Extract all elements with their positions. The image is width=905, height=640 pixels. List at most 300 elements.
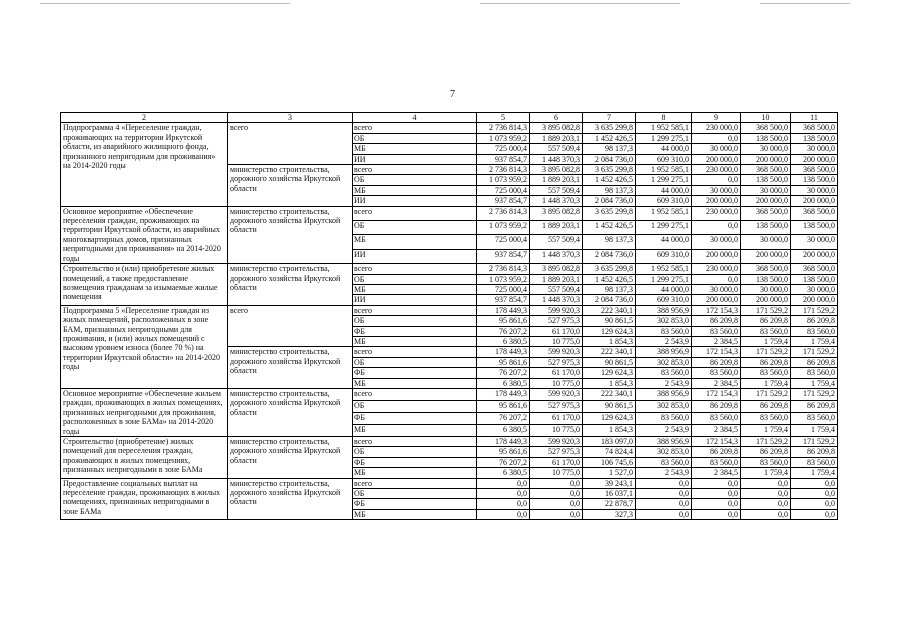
amount-cell: 0,0	[477, 499, 530, 509]
amount-cell: 599 920,3	[530, 388, 583, 400]
executor-cell: министерство строительства, дорожного хозяйства Иркутской области	[228, 388, 353, 436]
amount-cell: 1 073 959,2	[477, 133, 530, 143]
amount-cell: 1 854,3	[583, 378, 636, 388]
amount-cell: 1 299 275,1	[636, 221, 692, 235]
amount-cell: 200 000,0	[741, 154, 791, 164]
amount-cell: 86 209,8	[791, 400, 838, 412]
funding-source-cell: ФБ	[353, 326, 477, 336]
executor-cell: всего	[228, 123, 353, 165]
amount-cell: 1 759,4	[741, 424, 791, 436]
program-name-cell: Строительство и (или) приобретение жилых помещений, а также предоставление возмещения гражданам за изымаемые жилые помещения	[61, 264, 228, 306]
amount-cell: 1 854,3	[583, 424, 636, 436]
budget-table	[60, 112, 838, 520]
amount-cell: 599 920,3	[530, 437, 583, 447]
funding-source-cell: МБ	[353, 235, 477, 249]
funding-source-cell: всего	[353, 388, 477, 400]
amount-cell: 599 920,3	[530, 305, 583, 315]
amount-cell: 200 000,0	[791, 249, 838, 263]
funding-source-cell: ОБ	[353, 221, 477, 235]
amount-cell: 2 543,9	[636, 336, 692, 346]
amount-cell: 171 529,2	[741, 437, 791, 447]
amount-cell: 44 000,0	[636, 235, 692, 249]
amount-cell: 86 209,8	[791, 357, 838, 367]
funding-source-cell: ОБ	[353, 400, 477, 412]
amount-cell: 30 000,0	[692, 144, 741, 154]
table-row	[61, 388, 838, 400]
amount-cell: 3 635 299,8	[583, 165, 636, 175]
amount-cell: 1 452 426,5	[583, 274, 636, 284]
amount-cell: 86 209,8	[692, 447, 741, 457]
amount-cell: 1 452 426,5	[583, 175, 636, 185]
amount-cell: 3 635 299,8	[583, 123, 636, 133]
amount-cell: 0,0	[791, 489, 838, 499]
amount-cell: 1 073 959,2	[477, 274, 530, 284]
amount-cell: 1 759,4	[741, 336, 791, 346]
amount-cell: 2 084 736,0	[583, 295, 636, 305]
amount-cell: 368 500,0	[741, 123, 791, 133]
amount-cell: 1 759,4	[791, 336, 838, 346]
amount-cell: 0,0	[636, 499, 692, 509]
funding-source-cell: МБ	[353, 468, 477, 478]
funding-source-cell: ОБ	[353, 357, 477, 367]
amount-cell: 1 952 585,1	[636, 165, 692, 175]
amount-cell: 30 000,0	[741, 144, 791, 154]
amount-cell: 527 975,3	[530, 447, 583, 457]
amount-cell: 302 853,0	[636, 400, 692, 412]
amount-cell: 30 000,0	[791, 284, 838, 294]
executor-cell: министерство строительства, дорожного хозяйства Иркутской области	[228, 264, 353, 306]
program-name-cell: Основное мероприятие «Обеспечение переселения граждан, проживающих на территории Иркутской области, из аварийных многоквартирных домов, признанных непригодными для проживания» на 2014-2020 годы	[61, 206, 228, 263]
funding-source-cell: ИИ	[353, 196, 477, 206]
amount-cell: 83 560,0	[636, 326, 692, 336]
amount-cell: 6 380,5	[477, 424, 530, 436]
program-name-cell: Строительство (приобретение) жилых помещений для переселения граждан, проживающих в жилых помещениях, признанных непригодными в зоне БАМа	[61, 437, 228, 479]
funding-source-cell: всего	[353, 165, 477, 175]
funding-source-cell: ФБ	[353, 499, 477, 509]
amount-cell: 725 000,4	[477, 144, 530, 154]
executor-cell: министерство строительства, дорожного хозяйства Иркутской области	[228, 437, 353, 479]
amount-cell: 1 299 275,1	[636, 133, 692, 143]
amount-cell: 1 952 585,1	[636, 123, 692, 133]
amount-cell: 557 509,4	[530, 284, 583, 294]
amount-cell: 2 084 736,0	[583, 154, 636, 164]
amount-cell: 0,0	[636, 489, 692, 499]
amount-cell: 200 000,0	[741, 249, 791, 263]
amount-cell: 302 853,0	[636, 316, 692, 326]
program-name-cell: Подпрограмма 5 «Переселение граждан из жилых помещений, расположенных в зоне БАМ, признанных непригодными для проживания, и (или) жилых помещений с высоким уровнем износа (более 70 %) на территории Иркутской области» на 2014-2020 годы	[61, 305, 228, 388]
amount-cell: 138 500,0	[791, 175, 838, 185]
amount-cell: 230 000,0	[692, 264, 741, 274]
executor-cell: министерство строительства, дорожного хозяйства Иркутской области	[228, 478, 353, 520]
column-number-row	[61, 113, 838, 123]
amount-cell: 368 500,0	[741, 165, 791, 175]
amount-cell: 86 209,8	[692, 316, 741, 326]
amount-cell: 368 500,0	[791, 165, 838, 175]
amount-cell: 61 170,0	[530, 412, 583, 424]
amount-cell: 0,0	[741, 489, 791, 499]
amount-cell: 83 560,0	[636, 457, 692, 467]
amount-cell: 609 310,0	[636, 249, 692, 263]
amount-cell: 10 775,0	[530, 336, 583, 346]
amount-cell: 388 956,9	[636, 388, 692, 400]
funding-source-cell: ОБ	[353, 489, 477, 499]
table-row	[61, 206, 838, 220]
amount-cell: 1 759,4	[741, 468, 791, 478]
column-number: 10	[741, 113, 791, 123]
amount-cell: 22 878,7	[583, 499, 636, 509]
amount-cell: 98 137,3	[583, 185, 636, 195]
amount-cell: 0,0	[692, 499, 741, 509]
amount-cell: 6 380,5	[477, 336, 530, 346]
amount-cell: 171 529,2	[741, 347, 791, 357]
amount-cell: 83 560,0	[791, 326, 838, 336]
amount-cell: 138 500,0	[741, 274, 791, 284]
amount-cell: 183 097,0	[583, 437, 636, 447]
amount-cell: 0,0	[477, 509, 530, 519]
amount-cell: 609 310,0	[636, 295, 692, 305]
column-number: 6	[530, 113, 583, 123]
column-number: 4	[353, 113, 477, 123]
amount-cell: 2 543,9	[636, 378, 692, 388]
amount-cell: 200 000,0	[791, 154, 838, 164]
amount-cell: 129 624,3	[583, 412, 636, 424]
amount-cell: 200 000,0	[741, 196, 791, 206]
amount-cell: 0,0	[692, 274, 741, 284]
amount-cell: 138 500,0	[791, 274, 838, 284]
funding-source-cell: всего	[353, 478, 477, 488]
table-row	[61, 437, 838, 447]
amount-cell: 1 889 203,1	[530, 274, 583, 284]
amount-cell: 368 500,0	[741, 206, 791, 220]
amount-cell: 178 449,3	[477, 388, 530, 400]
amount-cell: 172 154,3	[692, 388, 741, 400]
amount-cell: 1 952 585,1	[636, 206, 692, 220]
amount-cell: 172 154,3	[692, 347, 741, 357]
funding-source-cell: ФБ	[353, 368, 477, 378]
amount-cell: 527 975,3	[530, 357, 583, 367]
amount-cell: 2 384,5	[692, 424, 741, 436]
amount-cell: 937 854,7	[477, 196, 530, 206]
column-number: 8	[636, 113, 692, 123]
amount-cell: 725 000,4	[477, 284, 530, 294]
amount-cell: 10 775,0	[530, 378, 583, 388]
amount-cell: 200 000,0	[692, 249, 741, 263]
amount-cell: 222 340,1	[583, 388, 636, 400]
amount-cell: 86 209,8	[791, 447, 838, 457]
amount-cell: 0,0	[791, 499, 838, 509]
amount-cell: 2 384,5	[692, 378, 741, 388]
amount-cell: 557 509,4	[530, 235, 583, 249]
amount-cell: 2 084 736,0	[583, 196, 636, 206]
amount-cell: 86 209,8	[741, 400, 791, 412]
amount-cell: 83 560,0	[692, 412, 741, 424]
amount-cell: 609 310,0	[636, 196, 692, 206]
amount-cell: 725 000,4	[477, 185, 530, 195]
amount-cell: 30 000,0	[692, 284, 741, 294]
amount-cell: 2 084 736,0	[583, 249, 636, 263]
amount-cell: 83 560,0	[692, 368, 741, 378]
amount-cell: 0,0	[692, 509, 741, 519]
amount-cell: 30 000,0	[692, 235, 741, 249]
amount-cell: 172 154,3	[692, 305, 741, 315]
funding-source-cell: всего	[353, 347, 477, 357]
amount-cell: 83 560,0	[741, 326, 791, 336]
funding-source-cell: ОБ	[353, 175, 477, 185]
scan-edge-line	[760, 3, 850, 4]
amount-cell: 327,3	[583, 509, 636, 519]
amount-cell: 0,0	[692, 489, 741, 499]
amount-cell: 3 635 299,8	[583, 206, 636, 220]
funding-source-cell: ОБ	[353, 316, 477, 326]
amount-cell: 1 448 370,3	[530, 154, 583, 164]
amount-cell: 95 861,6	[477, 316, 530, 326]
amount-cell: 138 500,0	[791, 221, 838, 235]
amount-cell: 3 895 082,8	[530, 264, 583, 274]
amount-cell: 3 895 082,8	[530, 123, 583, 133]
amount-cell: 937 854,7	[477, 154, 530, 164]
amount-cell: 1 527,0	[583, 468, 636, 478]
amount-cell: 10 775,0	[530, 424, 583, 436]
amount-cell: 937 854,7	[477, 249, 530, 263]
amount-cell: 0,0	[791, 478, 838, 488]
amount-cell: 1 299 275,1	[636, 175, 692, 185]
amount-cell: 200 000,0	[741, 295, 791, 305]
amount-cell: 1 759,4	[741, 378, 791, 388]
amount-cell: 95 861,6	[477, 357, 530, 367]
funding-source-cell: МБ	[353, 336, 477, 346]
amount-cell: 368 500,0	[791, 206, 838, 220]
amount-cell: 83 560,0	[791, 368, 838, 378]
funding-source-cell: ОБ	[353, 133, 477, 143]
amount-cell: 1 759,4	[791, 378, 838, 388]
amount-cell: 222 340,1	[583, 305, 636, 315]
amount-cell: 1 452 426,5	[583, 221, 636, 235]
funding-source-cell: ИИ	[353, 295, 477, 305]
amount-cell: 1 759,4	[791, 468, 838, 478]
amount-cell: 129 624,3	[583, 368, 636, 378]
amount-cell: 1 952 585,1	[636, 264, 692, 274]
amount-cell: 1 448 370,3	[530, 249, 583, 263]
amount-cell: 98 137,3	[583, 144, 636, 154]
funding-source-cell: ИИ	[353, 249, 477, 263]
scan-edge-line	[40, 3, 290, 4]
amount-cell: 2 384,5	[692, 468, 741, 478]
amount-cell: 61 170,0	[530, 457, 583, 467]
table-row	[61, 305, 838, 315]
funding-source-cell: МБ	[353, 185, 477, 195]
amount-cell: 76 207,2	[477, 368, 530, 378]
amount-cell: 83 560,0	[791, 412, 838, 424]
amount-cell: 76 207,2	[477, 412, 530, 424]
amount-cell: 86 209,8	[741, 447, 791, 457]
amount-cell: 3 895 082,8	[530, 206, 583, 220]
table-row	[61, 123, 838, 133]
amount-cell: 302 853,0	[636, 447, 692, 457]
executor-cell: министерство строительства, дорожного хозяйства Иркутской области	[228, 206, 353, 263]
amount-cell: 39 243,1	[583, 478, 636, 488]
amount-cell: 200 000,0	[791, 196, 838, 206]
amount-cell: 1 759,4	[791, 424, 838, 436]
amount-cell: 30 000,0	[741, 185, 791, 195]
amount-cell: 171 529,2	[791, 347, 838, 357]
amount-cell: 86 209,8	[791, 316, 838, 326]
funding-source-cell: МБ	[353, 144, 477, 154]
amount-cell: 2 384,5	[692, 336, 741, 346]
amount-cell: 1 448 370,3	[530, 196, 583, 206]
page-number: 7	[450, 89, 455, 100]
amount-cell: 0,0	[636, 509, 692, 519]
amount-cell: 171 529,2	[741, 305, 791, 315]
amount-cell: 86 209,8	[692, 400, 741, 412]
amount-cell: 30 000,0	[791, 235, 838, 249]
amount-cell: 178 449,3	[477, 437, 530, 447]
amount-cell: 86 209,8	[692, 357, 741, 367]
amount-cell: 2 736 814,3	[477, 264, 530, 274]
amount-cell: 0,0	[791, 509, 838, 519]
amount-cell: 0,0	[692, 478, 741, 488]
amount-cell: 16 037,1	[583, 489, 636, 499]
amount-cell: 83 560,0	[692, 457, 741, 467]
amount-cell: 86 209,8	[741, 357, 791, 367]
funding-source-cell: всего	[353, 264, 477, 274]
amount-cell: 2 736 814,3	[477, 165, 530, 175]
amount-cell: 368 500,0	[741, 264, 791, 274]
amount-cell: 0,0	[741, 509, 791, 519]
amount-cell: 527 975,3	[530, 400, 583, 412]
amount-cell: 388 956,9	[636, 305, 692, 315]
funding-source-cell: МБ	[353, 284, 477, 294]
column-number: 9	[692, 113, 741, 123]
amount-cell: 44 000,0	[636, 144, 692, 154]
amount-cell: 1 854,3	[583, 336, 636, 346]
executor-cell: министерство строительства, дорожного хозяйства Иркутской области	[228, 347, 353, 389]
amount-cell: 138 500,0	[741, 221, 791, 235]
amount-cell: 95 861,6	[477, 447, 530, 457]
column-number: 11	[791, 113, 838, 123]
funding-source-cell: ОБ	[353, 274, 477, 284]
amount-cell: 1 073 959,2	[477, 221, 530, 235]
funding-source-cell: ОБ	[353, 447, 477, 457]
amount-cell: 2 736 814,3	[477, 206, 530, 220]
funding-source-cell: всего	[353, 123, 477, 133]
amount-cell: 171 529,2	[741, 388, 791, 400]
table-row	[61, 264, 838, 274]
column-number: 3	[228, 113, 353, 123]
amount-cell: 725 000,4	[477, 235, 530, 249]
amount-cell: 1 889 203,1	[530, 175, 583, 185]
amount-cell: 0,0	[530, 478, 583, 488]
amount-cell: 106 745,6	[583, 457, 636, 467]
amount-cell: 10 775,0	[530, 468, 583, 478]
amount-cell: 30 000,0	[692, 185, 741, 195]
amount-cell: 557 509,4	[530, 185, 583, 195]
amount-cell: 937 854,7	[477, 295, 530, 305]
amount-cell: 200 000,0	[791, 295, 838, 305]
amount-cell: 200 000,0	[692, 196, 741, 206]
amount-cell: 609 310,0	[636, 154, 692, 164]
funding-source-cell: всего	[353, 437, 477, 447]
amount-cell: 44 000,0	[636, 284, 692, 294]
amount-cell: 83 560,0	[741, 412, 791, 424]
amount-cell: 230 000,0	[692, 206, 741, 220]
amount-cell: 98 137,3	[583, 284, 636, 294]
amount-cell: 98 137,3	[583, 235, 636, 249]
amount-cell: 1 889 203,1	[530, 133, 583, 143]
amount-cell: 0,0	[477, 478, 530, 488]
amount-cell: 1 073 959,2	[477, 175, 530, 185]
funding-source-cell: всего	[353, 305, 477, 315]
amount-cell: 230 000,0	[692, 165, 741, 175]
program-name-cell: Подпрограмма 4 «Переселение граждан, проживающих на территории Иркутской области, из аварийного жилищного фонда, признанного непригодным для проживания» на 2014-2020 годы	[61, 123, 228, 206]
amount-cell: 129 624,3	[583, 326, 636, 336]
amount-cell: 388 956,9	[636, 347, 692, 357]
amount-cell: 0,0	[692, 221, 741, 235]
amount-cell: 1 448 370,3	[530, 295, 583, 305]
amount-cell: 171 529,2	[791, 437, 838, 447]
amount-cell: 1 889 203,1	[530, 221, 583, 235]
amount-cell: 61 170,0	[530, 368, 583, 378]
scan-edge-line	[480, 3, 680, 4]
amount-cell: 599 920,3	[530, 347, 583, 357]
amount-cell: 95 861,6	[477, 400, 530, 412]
amount-cell: 0,0	[530, 499, 583, 509]
amount-cell: 83 560,0	[636, 368, 692, 378]
amount-cell: 527 975,3	[530, 316, 583, 326]
amount-cell: 171 529,2	[791, 305, 838, 315]
amount-cell: 0,0	[530, 509, 583, 519]
amount-cell: 0,0	[741, 478, 791, 488]
amount-cell: 2 543,9	[636, 468, 692, 478]
amount-cell: 90 861,5	[583, 357, 636, 367]
funding-source-cell: ФБ	[353, 457, 477, 467]
funding-source-cell: МБ	[353, 378, 477, 388]
amount-cell: 0,0	[692, 175, 741, 185]
amount-cell: 30 000,0	[791, 185, 838, 195]
funding-source-cell: МБ	[353, 424, 477, 436]
amount-cell: 83 560,0	[791, 457, 838, 467]
amount-cell: 557 509,4	[530, 144, 583, 154]
amount-cell: 83 560,0	[692, 326, 741, 336]
amount-cell: 6 380,5	[477, 378, 530, 388]
amount-cell: 0,0	[636, 478, 692, 488]
amount-cell: 2 736 814,3	[477, 123, 530, 133]
amount-cell: 222 340,1	[583, 347, 636, 357]
funding-source-cell: ФБ	[353, 412, 477, 424]
amount-cell: 90 861,5	[583, 400, 636, 412]
amount-cell: 388 956,9	[636, 437, 692, 447]
amount-cell: 30 000,0	[741, 284, 791, 294]
amount-cell: 61 170,0	[530, 326, 583, 336]
amount-cell: 368 500,0	[791, 264, 838, 274]
amount-cell: 178 449,3	[477, 347, 530, 357]
funding-source-cell: МБ	[353, 509, 477, 519]
amount-cell: 368 500,0	[791, 123, 838, 133]
program-name-cell: Предоставление социальных выплат на переселение граждан, проживающих в жилых помещениях, признанных непригодными в зоне БАМа	[61, 478, 228, 520]
program-name-cell: Основное мероприятие «Обеспечение жильем граждан, проживающих в жилых помещениях, признанных непригодными для проживания, расположенных в зоне БАМа» на 2014-2020 годы	[61, 388, 228, 436]
table-row	[61, 478, 838, 488]
amount-cell: 1 452 426,5	[583, 133, 636, 143]
amount-cell: 3 895 082,8	[530, 165, 583, 175]
amount-cell: 0,0	[741, 499, 791, 509]
amount-cell: 178 449,3	[477, 305, 530, 315]
funding-source-cell: всего	[353, 206, 477, 220]
amount-cell: 1 299 275,1	[636, 274, 692, 284]
amount-cell: 0,0	[477, 489, 530, 499]
amount-cell: 83 560,0	[741, 368, 791, 378]
amount-cell: 44 000,0	[636, 185, 692, 195]
amount-cell: 138 500,0	[791, 133, 838, 143]
executor-cell: всего	[228, 305, 353, 347]
